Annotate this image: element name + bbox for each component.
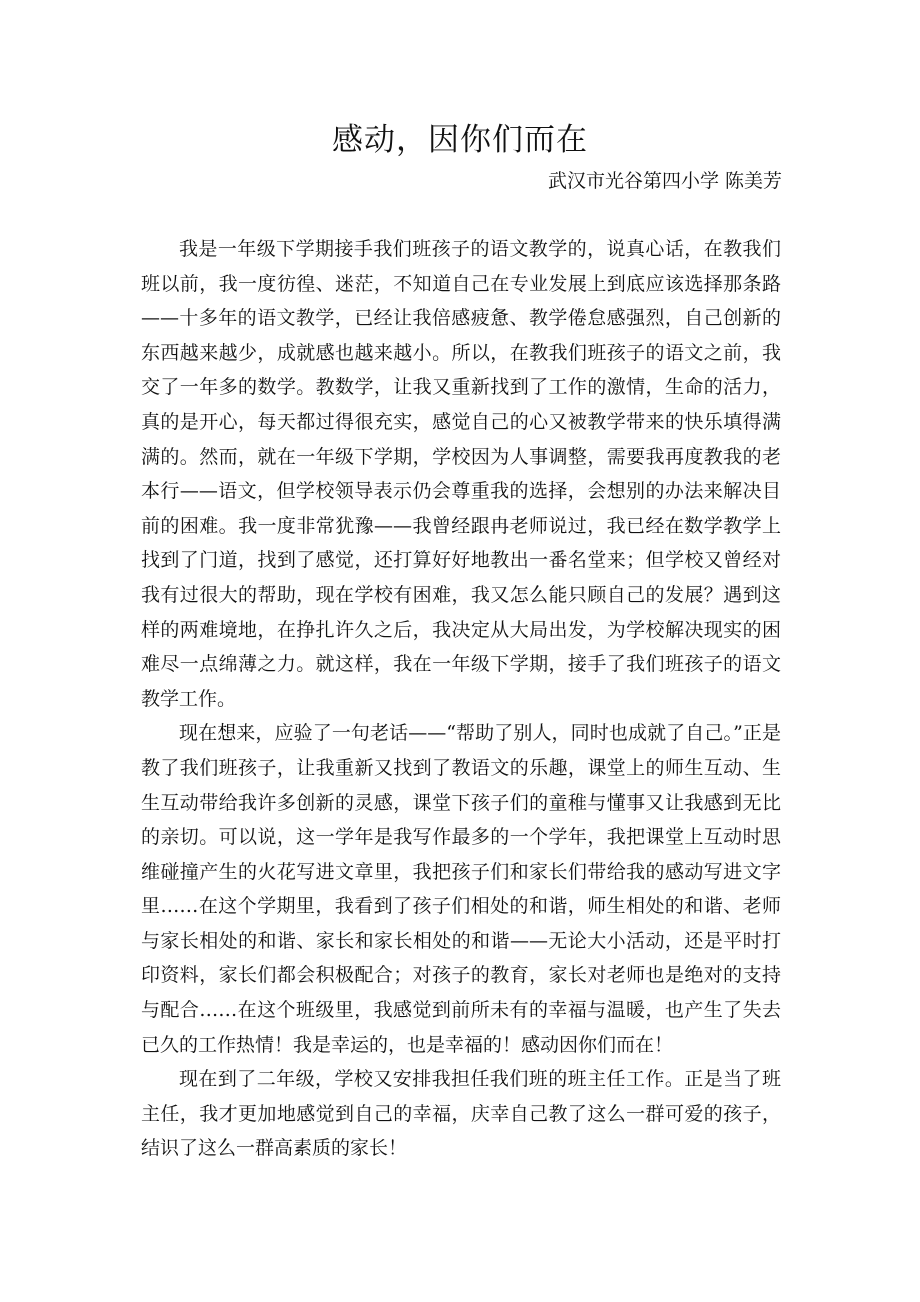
article-body: [141, 232, 781, 1166]
paragraph-3: 现在到了二年级，学校又安排我担任我们班的班主任工作。正是当了班主任，我才更加地感觉到自己的幸福，庆幸自己教了这么一群可爱的孩子，结识了这么一群高素质的家长！: [141, 1068, 781, 1160]
page-title: 感动，因你们而在: [332, 122, 588, 158]
paragraph-1: 我是一年级下学期接手我们班孩子的语文教学的，说真心话，在教我们班以前，我一度彷徨、迷茫，不知道自己在专业发展上到底应该选择那条路——十多年的语文教学，已经让我倍感疲惫、教学倦怠感强烈，自己创新的东西越来越少，成就感也越来越小。所以，在教我们班孩子的语文之前，我交了一年多的数学。教数学，让我又重新找到了工作的激情，生命的活力，真的是开心，每天都过得很充实，感觉自己的心又被教学带来的快乐填得满满的。然而，就在一年级下学期，学校因为人事调整，需要我再度教我的老本行——语文，但学校领导表示仍会尊重我的选择，会想别的办法来解决目前的困难。我一度非常犹豫——我曾经跟冉老师说过，我已经在数学教学上找到了门道，找到了感觉，还打算好好地教出一番名堂来；但学校又曾经对我有过很大的帮助，现在学校有困难，我又怎么能只顾自己的发展？遇到这样的两难境地，在挣扎许久之后，我决定从大局出发，为学校解决现实的困难尽一点绵薄之力。就这样，我在一年级下学期，接手了我们班孩子的语文教学工作。: [141, 238, 781, 710]
author-line: 武汉市光谷第四小学 陈美芳: [547, 170, 782, 192]
paragraph-2: 现在想来，应验了一句老话——“帮助了别人，同时也成就了自己。”正是教了我们班孩子，让我重新又找到了教语文的乐趣，课堂上的师生互动、生生互动带给我许多创新的灵感，课堂下孩子们的童稚与懂事又让我感到无比的亲切。可以说，这一学年是我写作最多的一个学年，我把课堂上互动时思维碰撞产生的火花写进文章里，我把孩子们和家长们带给我的感动写进文字里……在这个学期里，我看到了孩子们相处的和谐，师生相处的和谐、老师与家长相处的和谐、家长和家长相处的和谐——无论大小活动，还是平时打印资料，家长们都会积极配合；对孩子的教育，家长对老师也是绝对的支持与配合……在这个班级里，我感觉到前所未有的幸福与温暖，也产生了失去已久的工作热情！我是幸运的，也是幸福的！感动因你们而在！: [141, 722, 781, 1056]
